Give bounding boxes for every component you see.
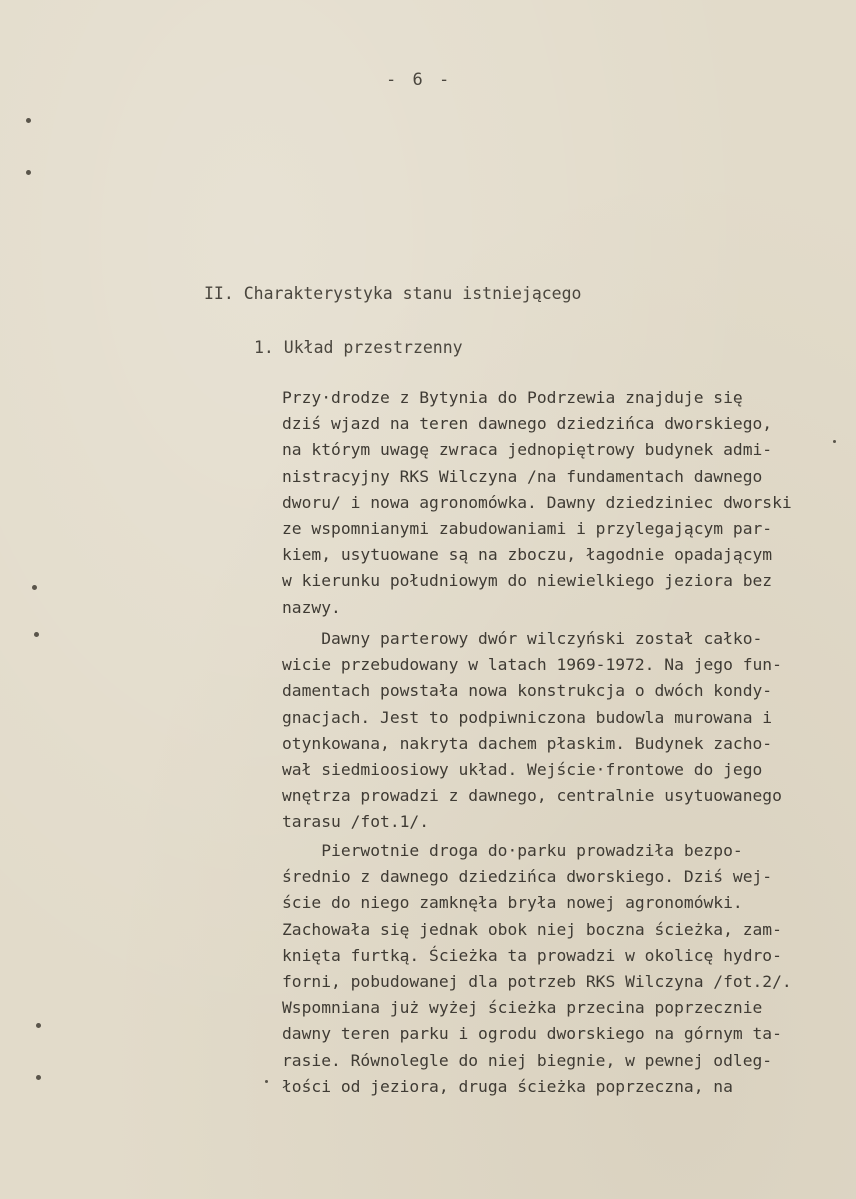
text-line: tarasu /fot.1/. [282, 812, 430, 832]
text-line: dworu/ i nowa agronomówka. Dawny dziedziniec dworski [282, 492, 792, 512]
text-line: ze wspomnianymi zabudowaniami i przylegającym par- [282, 518, 773, 538]
text-line: otynkowana, nakryta dachem płaskim. Budynek zacho- [282, 733, 773, 753]
text-line: dawny teren parku i ogrodu dworskiego na górnym ta- [282, 1024, 782, 1044]
text-line: knięta furtką. Ścieżka ta prowadzi w okolicę hydro- [282, 945, 782, 965]
text-line: łości od jeziora, druga ścieżka poprzeczna, na [282, 1076, 733, 1096]
binder-hole-mark [36, 1023, 41, 1028]
stray-dot [833, 440, 836, 443]
section-heading: II. Charakterystyka stanu istniejącego [204, 284, 582, 303]
text-line: Wspomniana już wyżej ścieżka przecina poprzecznie [282, 998, 763, 1018]
text-line: kiem, usytuowane są na zboczu, łagodnie opadającym [282, 545, 773, 565]
binder-hole-mark [34, 632, 39, 637]
binder-hole-mark [32, 585, 37, 590]
text-line: wnętrza prowadzi z dawnego, centralnie usytuowanego [282, 786, 782, 806]
text-line: ście do niego zamknęła bryła nowej agronomówki. [282, 893, 743, 913]
text-line: rasie. Równolegle do niej biegnie, w pewnej odleg- [282, 1050, 773, 1070]
binder-hole-mark [36, 1075, 41, 1080]
text-line: dziś wjazd na teren dawnego dziedzińca dworskiego, [282, 414, 773, 434]
text-line: w kierunku południowym do niewielkiego jeziora bez [282, 571, 773, 591]
text-line: Przy·drodze z Bytynia do Podrzewia znajduje się [282, 388, 743, 407]
text-line: Pierwotnie droga do·parku prowadziła bezpo- [282, 841, 743, 860]
text-line: nistracyjny RKS Wilczyna /na fundamentach dawnego [282, 466, 763, 486]
text-line: gnacjach. Jest to podpiwniczona budowla murowana i [282, 707, 773, 727]
text-line: na którym uwagę zwraca jednopiętrowy budynek admi- [282, 440, 773, 460]
text-line: wał siedmioosiowy układ. Wejście·frontowe do jego [282, 759, 763, 779]
text-line: wicie przebudowany w latach 1969-1972. Na jego fun- [282, 655, 782, 675]
text-line: forni, pobudowanej dla potrzeb RKS Wilczyna /fot.2/. [282, 971, 792, 991]
binder-hole-mark [26, 118, 31, 123]
subsection-heading: 1. Układ przestrzenny [254, 338, 463, 357]
text-line: damentach powstała nowa konstrukcja o dwóch kondy- [282, 681, 773, 701]
paragraph-1 [282, 385, 842, 621]
text-line: nazwy. [282, 597, 341, 617]
binder-hole-mark [26, 170, 31, 175]
text-line: Dawny parterowy dwór wilczyński został całko- [282, 629, 763, 648]
paragraph-2 [282, 626, 842, 836]
text-line: średnio z dawnego dziedzińca dworskiego. Dziś wej- [282, 867, 773, 887]
paragraph-3 [282, 838, 842, 1100]
page-number: - 6 - [386, 70, 453, 90]
stray-dot [265, 1080, 268, 1083]
text-line: Zachowała się jednak obok niej boczna ścieżka, zam- [282, 919, 782, 939]
